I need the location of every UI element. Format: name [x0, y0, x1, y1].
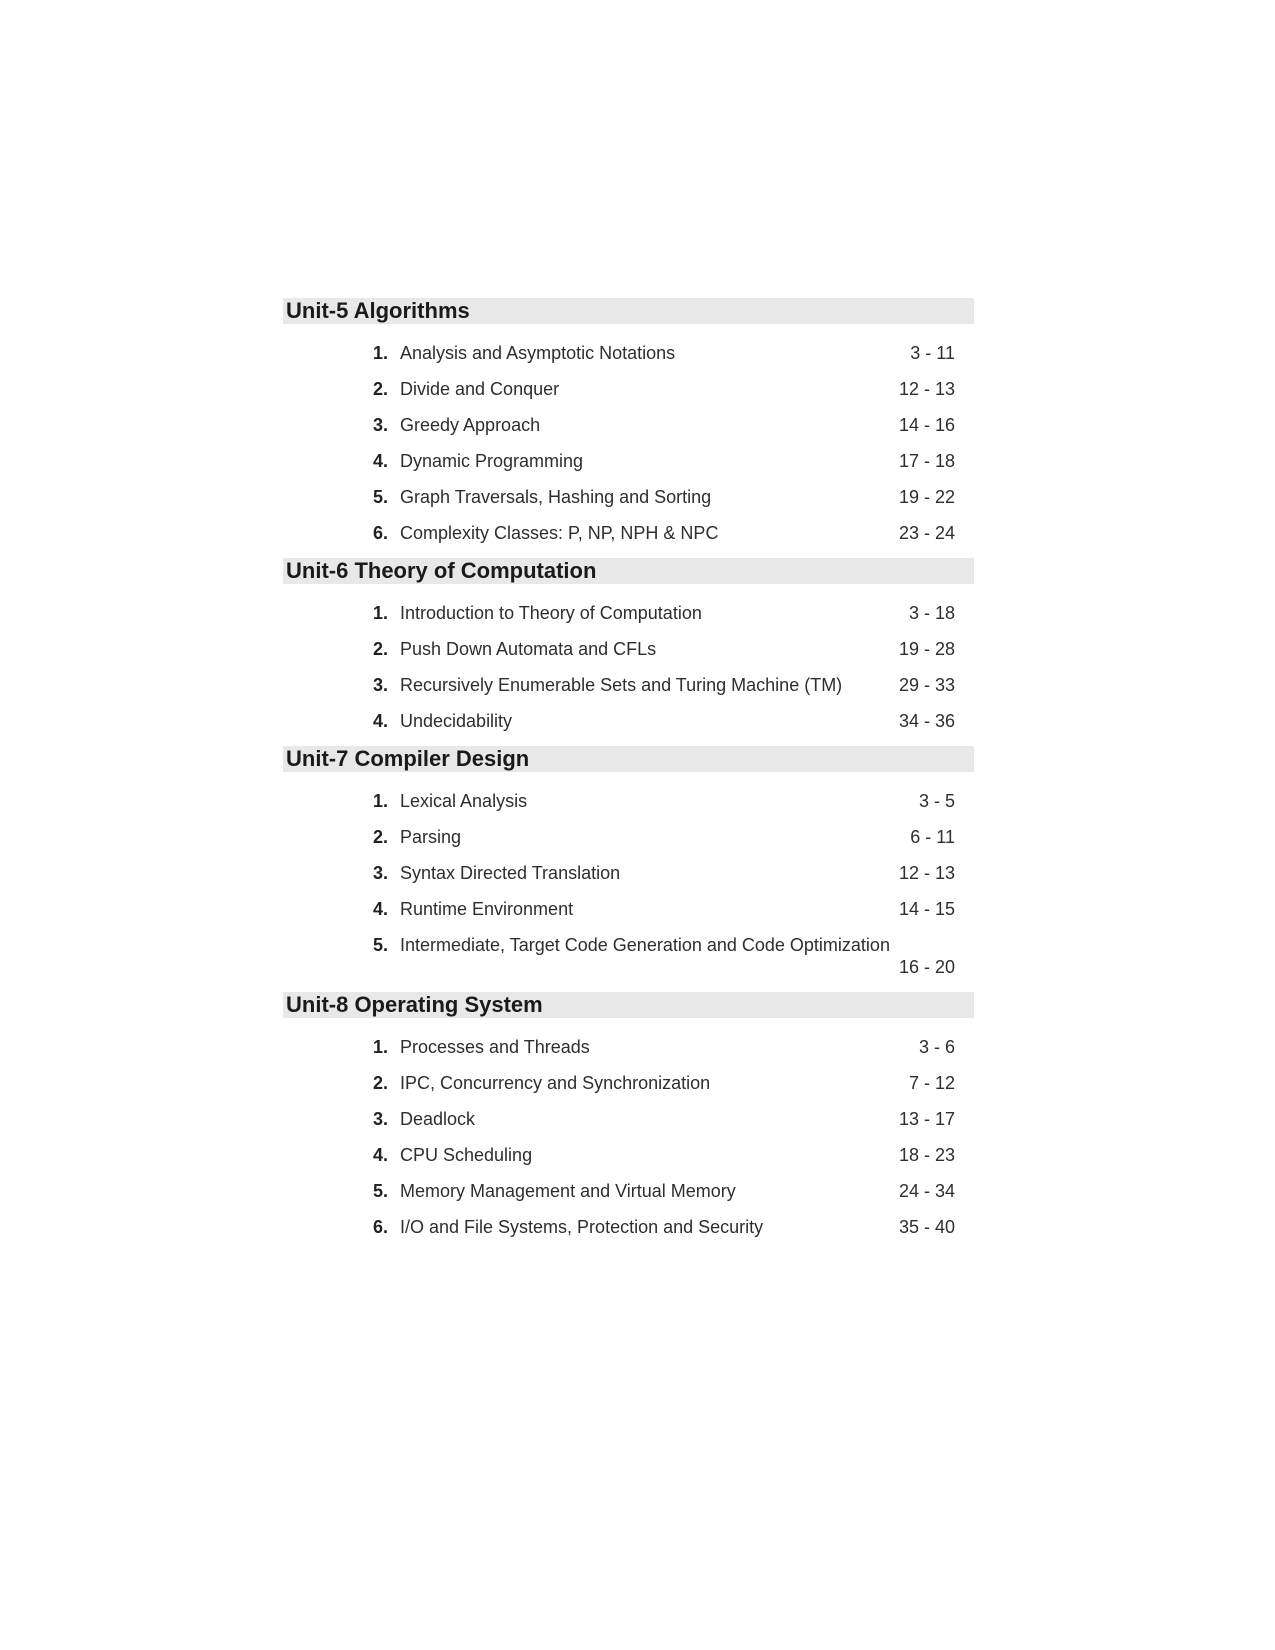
unit-chapter-list — [283, 342, 974, 544]
toc-row — [283, 934, 974, 978]
toc-row — [283, 602, 974, 624]
item-page-range: 34 - 36 — [898, 711, 955, 731]
item-number: 3. — [372, 863, 388, 883]
unit-chapter-list — [283, 602, 974, 732]
item-number: 2. — [372, 379, 388, 399]
item-number: 1. — [372, 791, 388, 811]
item-title: Undecidability — [400, 711, 513, 731]
item-page-range: 23 - 24 — [898, 523, 955, 543]
unit-chapter-list — [283, 1036, 974, 1238]
item-title: Push Down Automata and CFLs — [400, 639, 657, 659]
item-number: 1. — [372, 603, 388, 623]
unit-header: Unit-6 Theory of Computation — [283, 558, 974, 584]
item-title: Parsing — [400, 827, 462, 847]
toc-row — [283, 414, 974, 436]
unit-section-8 — [283, 992, 974, 1238]
unit-section-6 — [283, 558, 974, 732]
toc-row — [283, 710, 974, 732]
item-number: 5. — [372, 487, 388, 507]
item-number: 1. — [372, 343, 388, 363]
item-page-range: 3 - 6 — [918, 1037, 955, 1057]
item-page-range: 13 - 17 — [898, 1109, 955, 1129]
item-page-range: 24 - 34 — [898, 1181, 955, 1201]
toc-row — [283, 898, 974, 920]
item-number: 3. — [372, 675, 388, 695]
item-number: 4. — [372, 711, 388, 731]
item-title: Divide and Conquer — [400, 379, 560, 399]
item-page-range: 17 - 18 — [898, 451, 955, 471]
toc-row — [283, 1144, 974, 1166]
item-title: I/O and File Systems, Protection and Security — [400, 1217, 764, 1237]
item-number: 6. — [372, 523, 388, 543]
item-page-range: 14 - 15 — [898, 899, 955, 919]
item-page-range: 7 - 12 — [908, 1073, 955, 1093]
item-number: 2. — [372, 1073, 388, 1093]
unit-header: Unit-7 Compiler Design — [283, 746, 974, 772]
toc-row — [283, 790, 974, 812]
item-number: 3. — [372, 415, 388, 435]
item-page-range: 19 - 28 — [898, 639, 955, 659]
item-title: Graph Traversals, Hashing and Sorting — [400, 487, 712, 507]
item-page-range: 35 - 40 — [898, 1217, 955, 1237]
item-title: Intermediate, Target Code Generation and Code Optimization — [400, 935, 890, 955]
item-page-range: 29 - 33 — [898, 675, 955, 695]
item-page-range: 6 - 11 — [910, 827, 955, 847]
item-title: Dynamic Programming — [400, 451, 584, 471]
toc-row — [283, 522, 974, 544]
toc-row — [283, 638, 974, 660]
toc-row — [283, 1072, 974, 1094]
item-page-range: 12 - 13 — [898, 379, 955, 399]
toc-row — [283, 486, 974, 508]
item-number: 4. — [372, 899, 388, 919]
item-number: 3. — [372, 1109, 388, 1129]
item-number: 4. — [372, 1145, 388, 1165]
item-page-range: 19 - 22 — [898, 487, 955, 507]
item-title: Syntax Directed Translation — [400, 863, 621, 883]
item-page-range: 3 - 18 — [908, 603, 955, 623]
toc-row — [283, 1108, 974, 1130]
unit-section-7 — [283, 746, 974, 978]
unit-header: Unit-5 Algorithms — [283, 298, 974, 324]
item-number: 5. — [372, 935, 388, 955]
toc-row — [283, 1180, 974, 1202]
unit-chapter-list — [283, 790, 974, 978]
item-page-range: 3 - 11 — [910, 343, 955, 363]
item-title: Lexical Analysis — [400, 791, 528, 811]
toc-row — [283, 1216, 974, 1238]
toc-row — [283, 674, 974, 696]
item-number: 6. — [372, 1217, 388, 1237]
item-number: 2. — [372, 827, 388, 847]
toc-row — [283, 1036, 974, 1058]
item-title: Recursively Enumerable Sets and Turing Machine (TM) — [400, 675, 843, 695]
item-page-range: 3 - 5 — [918, 791, 955, 811]
item-title: Deadlock — [400, 1109, 476, 1129]
toc-row — [283, 826, 974, 848]
item-title: CPU Scheduling — [400, 1145, 533, 1165]
toc-row — [283, 862, 974, 884]
item-title: Complexity Classes: P, NP, NPH & NPC — [400, 523, 719, 543]
item-title: Analysis and Asymptotic Notations — [400, 343, 676, 363]
item-number: 2. — [372, 639, 388, 659]
item-page-range: 16 - 20 — [898, 957, 955, 977]
unit-header: Unit-8 Operating System — [283, 992, 974, 1018]
toc-row — [283, 450, 974, 472]
item-title: Greedy Approach — [400, 415, 541, 435]
item-number: 5. — [372, 1181, 388, 1201]
item-page-range: 18 - 23 — [898, 1145, 955, 1165]
unit-section-5 — [283, 298, 974, 544]
table-of-contents — [283, 298, 974, 1252]
toc-row — [283, 378, 974, 400]
item-page-range: 14 - 16 — [898, 415, 955, 435]
item-page-range: 12 - 13 — [898, 863, 955, 883]
item-title: IPC, Concurrency and Synchronization — [400, 1073, 711, 1093]
item-title: Processes and Threads — [400, 1037, 590, 1057]
item-number: 1. — [372, 1037, 388, 1057]
toc-row — [283, 342, 974, 364]
item-title: Memory Management and Virtual Memory — [400, 1181, 736, 1201]
item-number: 4. — [372, 451, 388, 471]
item-title: Introduction to Theory of Computation — [400, 603, 702, 623]
item-title: Runtime Environment — [400, 899, 574, 919]
